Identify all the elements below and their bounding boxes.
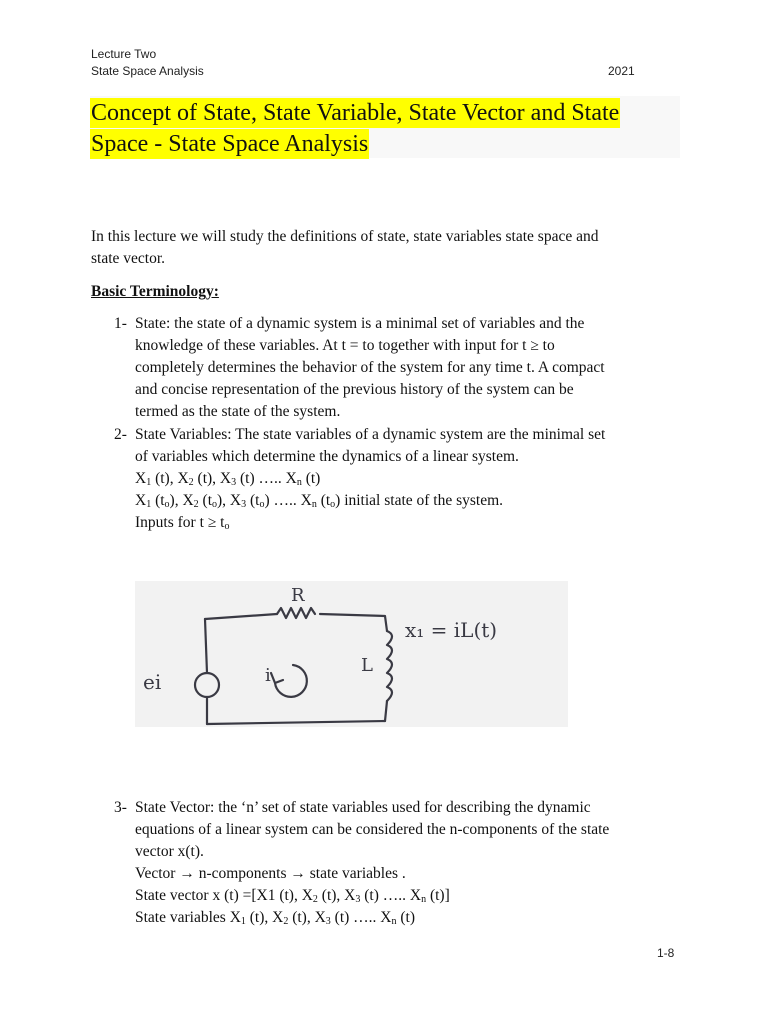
item-2-line: of variables which determine the dynamics of a linear system.	[135, 448, 519, 465]
voltage-source	[195, 673, 219, 697]
item-1-line: and concise representation of the previous history of the system can be	[135, 381, 574, 398]
rl-circuit-image	[135, 581, 568, 727]
item-2-line: State Variables: The state variables of a dynamic system are the minimal set	[135, 426, 606, 443]
resistor-label: R	[291, 585, 305, 606]
item-3-line: State Vector: the ‘n’ set of state variables used for describing the dynamic	[135, 799, 591, 816]
intro-line-1: In this lecture we will study the definitions of state, state variables state space and	[91, 228, 599, 245]
circuit-wire-top-left	[205, 614, 277, 619]
state-variable-label: x₁ = iL(t)	[405, 618, 498, 642]
state-vector-equation: State vector x (t) =[X1 (t), $X_2$ (t), $X_3$ (t) ….. $X_n$ (t)]	[135, 887, 450, 905]
header-year: 2021	[608, 64, 635, 78]
inputs-condition: Inputs for $t \ge t_o$	[135, 514, 230, 532]
title-line-1: Concept of State, State Variable, State Vector and State	[91, 100, 620, 126]
inductor-label: L	[361, 655, 373, 676]
item-number-3: 3-	[114, 799, 127, 816]
item-number-2: 2-	[114, 426, 127, 443]
item-1-line: State: the state of a dynamic system is a minimal set of variables and the	[135, 315, 585, 332]
header-subject: State Space Analysis	[91, 64, 204, 78]
circuit-wire-left-upper	[205, 619, 207, 673]
circuit-wire-top-right	[320, 614, 387, 631]
state-variables-equation: $X_1$ (t), $X_2$ (t), $X_3$ (t) ….. $X_n$ (t)	[135, 470, 321, 488]
state-variables-list: State variables $X_1$ (t), $X_2$ (t), $X_3$ (t) ….. $X_n$ (t)	[135, 909, 416, 927]
circuit-wire-right	[385, 701, 387, 721]
item-number-1: 1-	[114, 315, 127, 332]
item-1-line: termed as the state of the system.	[135, 403, 341, 420]
initial-state-equation: $X_1$ $(t_o)$, $X_2$ $(t_o)$, $X_3$ $(t_o)$ ….. $X_n$ $(t_o)$ initial state of the system.	[135, 492, 504, 510]
page-number: 1-8	[657, 946, 675, 960]
header-lecture: Lecture Two	[91, 47, 157, 61]
item-3-line: vector x(t).	[135, 843, 204, 860]
current-loop-arrow	[271, 665, 307, 697]
circuit-wire-bottom	[207, 721, 385, 724]
resistor-symbol	[277, 608, 315, 618]
inductor-coil	[387, 631, 392, 701]
intro-line-2: state vector.	[91, 250, 166, 267]
item-1-line: completely determines the behavior of the system for any time t. A compact	[135, 359, 605, 376]
source-label: ei	[143, 670, 162, 694]
title-line-2: Space - State Space Analysis	[91, 131, 369, 157]
item-3-line: equations of a linear system can be considered the n-components of the state	[135, 821, 610, 838]
basic-terminology-heading: Basic Terminology:	[91, 283, 219, 300]
item-3-line: Vector → n-components → state variables .	[135, 865, 406, 882]
item-1-line: knowledge of these variables. At t = to together with input for t ≥ to	[135, 337, 555, 354]
current-label: i	[265, 665, 271, 686]
